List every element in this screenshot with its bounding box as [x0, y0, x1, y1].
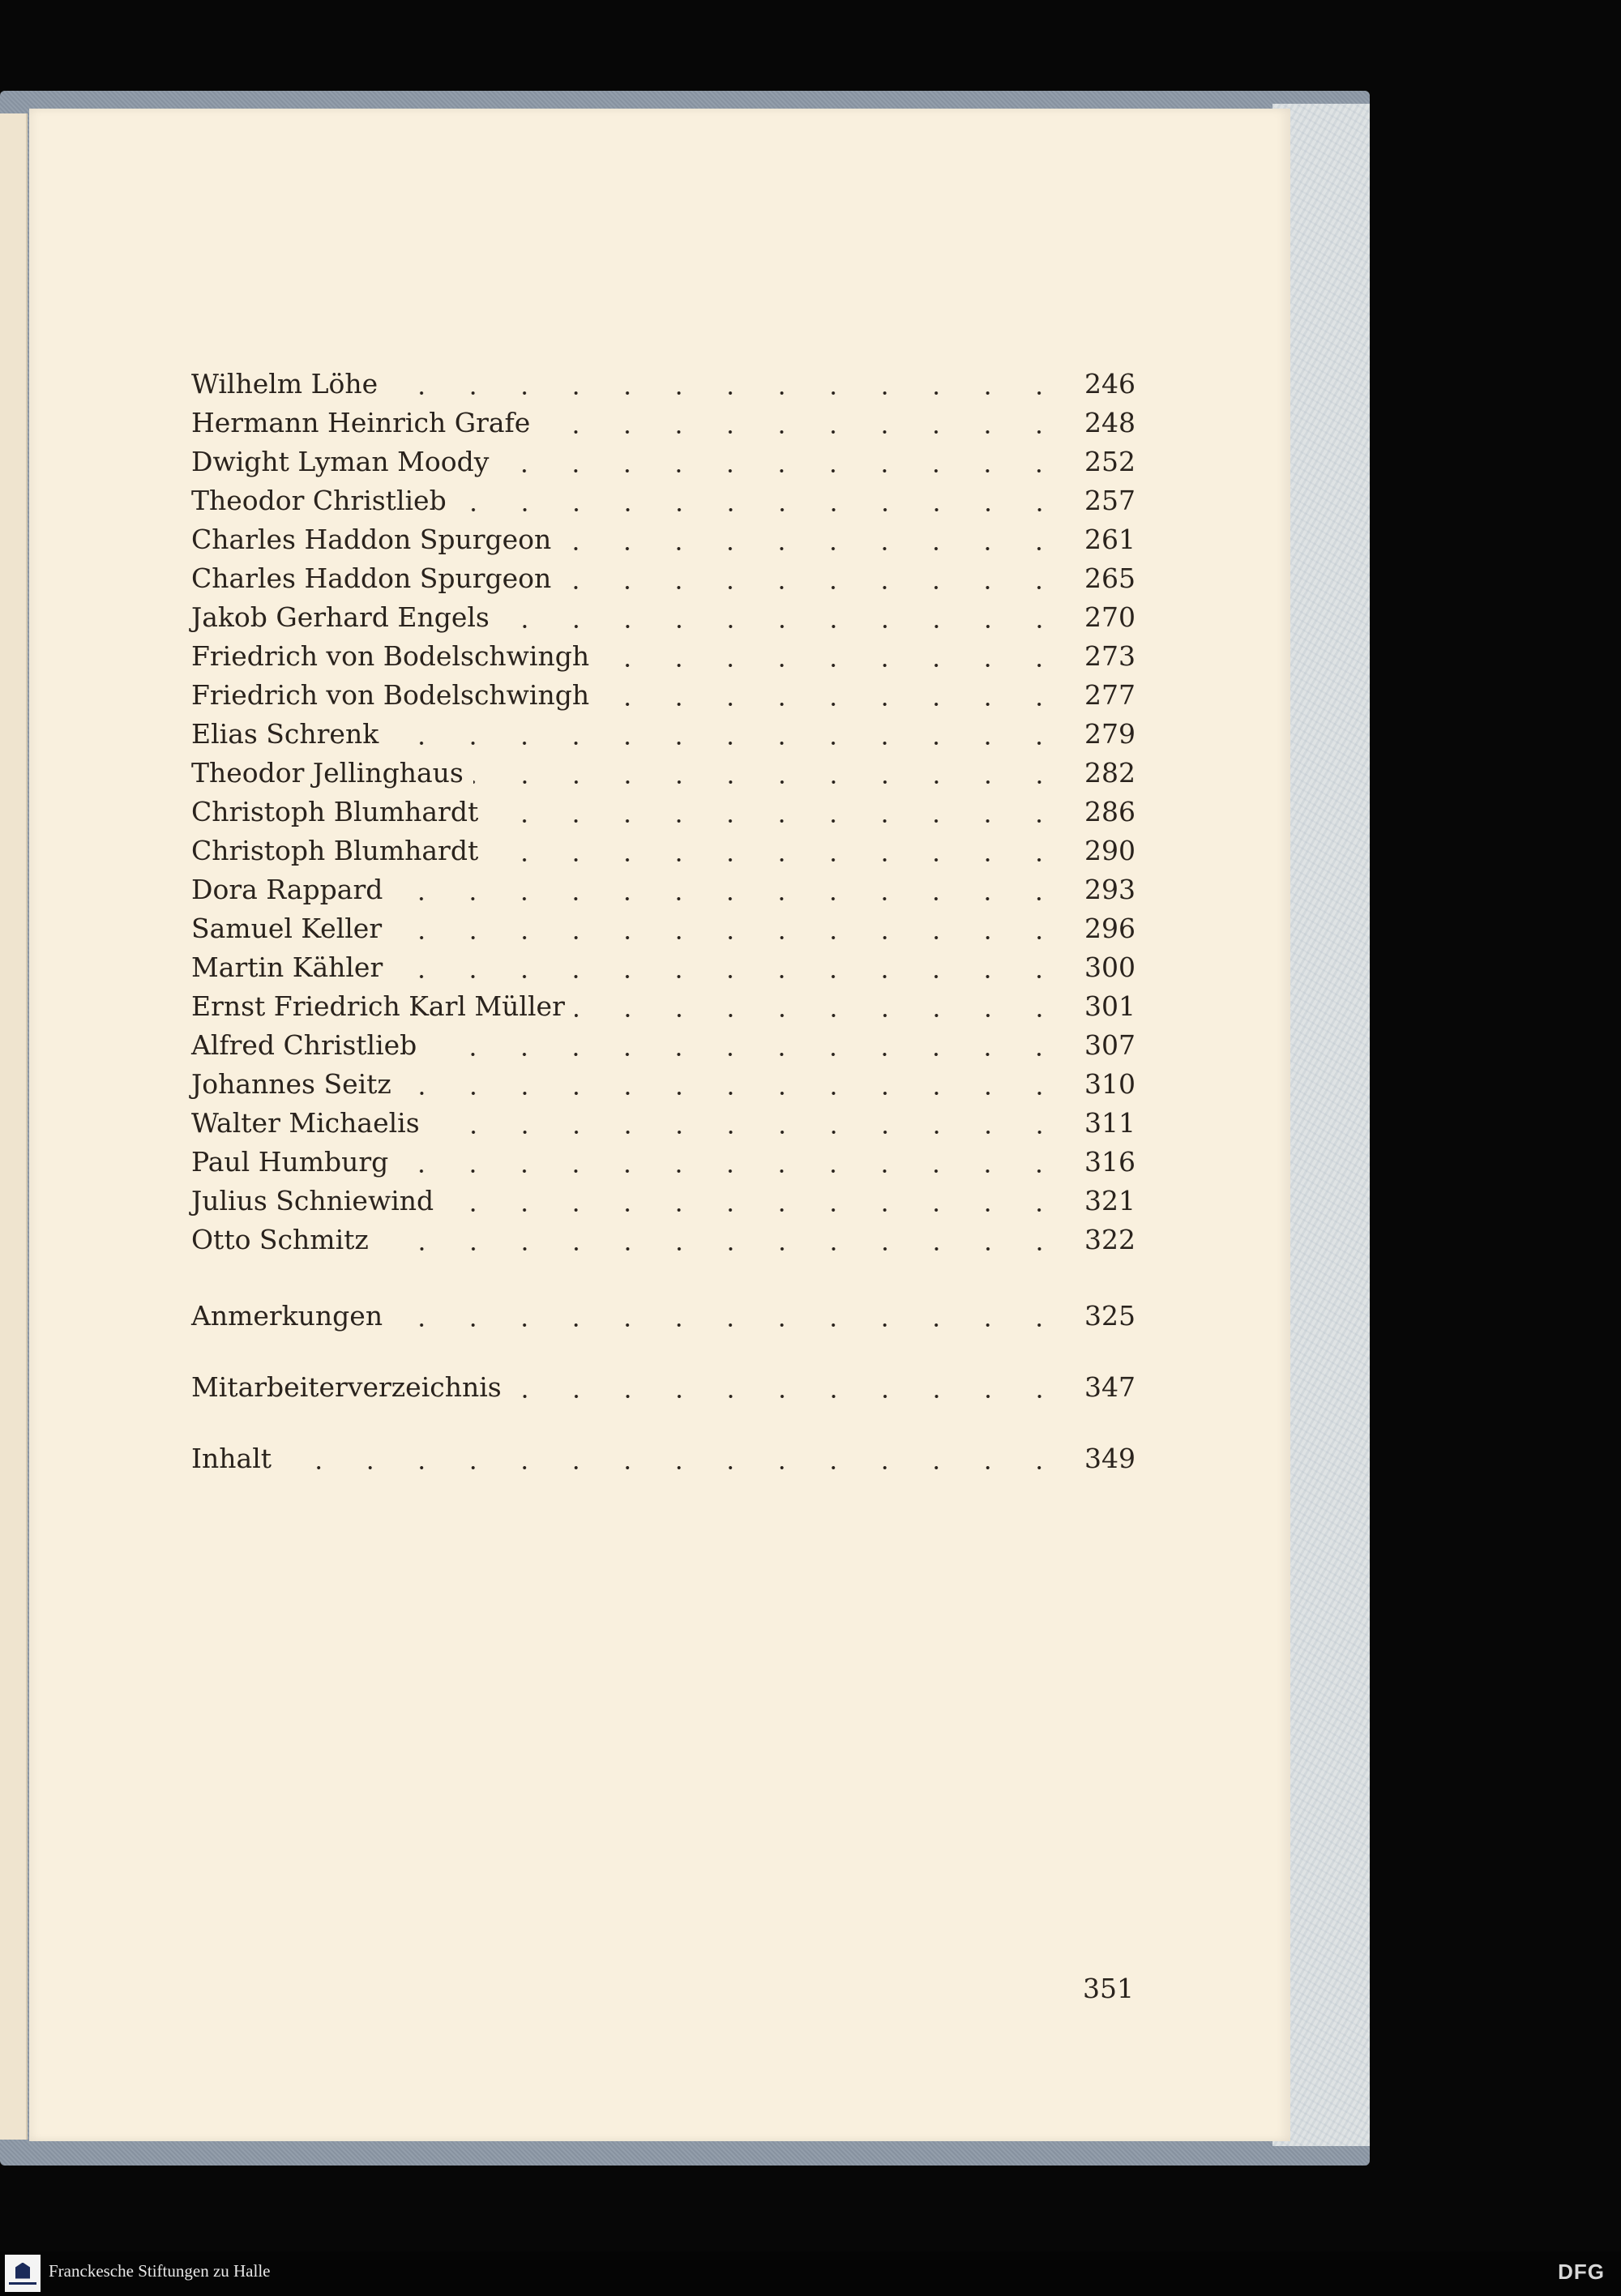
toc-entry	[191, 524, 1136, 562]
toc-entry-name: Hermann Heinrich Grafe	[191, 407, 531, 438]
toc-entry	[191, 1185, 1136, 1224]
logo-building-shape	[15, 2263, 30, 2279]
toc-entry-page: 301	[1084, 990, 1136, 1022]
toc-entry	[191, 1146, 1136, 1185]
dot-leader	[561, 545, 1065, 553]
toc-entry	[191, 1029, 1136, 1068]
toc-entry-name: Paul Humburg	[191, 1146, 389, 1178]
dot-leader	[599, 700, 1065, 708]
logo-underline	[9, 2282, 36, 2285]
toc-entry	[191, 990, 1136, 1029]
toc-entry	[191, 1224, 1136, 1263]
toc-entry-page: 321	[1084, 1185, 1136, 1216]
toc-entry-page: 311	[1084, 1107, 1136, 1139]
toc-entry-name: Dwight Lyman Moody	[191, 446, 490, 477]
dot-leader	[456, 506, 1065, 514]
dot-leader	[540, 428, 1065, 436]
book-page	[29, 109, 1290, 2141]
toc-entry	[191, 913, 1136, 951]
toc-entry	[191, 951, 1136, 990]
toc-entry-name: Elias Schrenk	[191, 718, 379, 750]
toc-entry	[191, 407, 1136, 446]
toc-entry-name: Charles Haddon Spurgeon	[191, 524, 552, 555]
dot-leader	[392, 973, 1065, 981]
dot-leader	[392, 1321, 1065, 1329]
toc-entry-page: 248	[1084, 407, 1136, 438]
toc-entry-page: 257	[1084, 485, 1136, 516]
toc-entry	[191, 874, 1136, 913]
toc-entry-page: 310	[1084, 1068, 1136, 1100]
toc-entry	[191, 640, 1136, 679]
toc-entry-name: Christoph Blumhardt	[191, 796, 479, 827]
toc-entry-page: 246	[1084, 368, 1136, 400]
toc-entry-name: Mitarbeiterverzeichnis	[191, 1371, 502, 1403]
dot-leader	[575, 1011, 1065, 1020]
toc-entry-page: 270	[1084, 601, 1136, 633]
dot-leader	[392, 895, 1065, 903]
toc-entry-name: Walter Michaelis	[191, 1107, 420, 1139]
toc-entry-page: 279	[1084, 718, 1136, 750]
toc-appendix-entry	[191, 1443, 1136, 1481]
dot-leader	[498, 467, 1065, 475]
toc-entry-page: 252	[1084, 446, 1136, 477]
institution-name: Franckesche Stiftungen zu Halle	[49, 2261, 271, 2281]
toc-entry-page: 325	[1084, 1300, 1136, 1332]
dot-leader	[511, 1392, 1065, 1400]
dot-leader	[391, 934, 1065, 942]
toc-entry-name: Friedrich von Bodelschwingh	[191, 679, 590, 711]
toc-entry-page: 282	[1084, 757, 1136, 789]
toc-entry-name: Christoph Blumhardt	[191, 835, 479, 866]
toc-entry	[191, 1107, 1136, 1146]
dot-leader	[379, 1245, 1065, 1253]
toc-entry-page: 307	[1084, 1029, 1136, 1061]
toc-entry	[191, 835, 1136, 874]
facing-page-edge	[0, 113, 28, 2140]
toc-entry-page: 261	[1084, 524, 1136, 555]
toc-entry	[191, 485, 1136, 524]
table-of-contents	[191, 368, 1136, 1481]
dfg-logo: DFG	[1558, 2260, 1605, 2284]
dot-leader	[398, 1167, 1065, 1175]
toc-entry-page: 290	[1084, 835, 1136, 866]
page-number: 351	[1083, 1973, 1134, 2004]
dot-leader	[387, 389, 1065, 397]
toc-entry-page: 277	[1084, 679, 1136, 711]
toc-entry	[191, 796, 1136, 835]
dot-leader	[430, 1128, 1065, 1136]
toc-entry-name: Samuel Keller	[191, 913, 383, 944]
toc-entry-page: 300	[1084, 951, 1136, 983]
toc-entry	[191, 718, 1136, 757]
toc-appendix-entry	[191, 1371, 1136, 1410]
toc-entry-name: Ernst Friedrich Karl Müller	[191, 990, 565, 1022]
dot-leader	[488, 817, 1065, 825]
toc-entry	[191, 1068, 1136, 1107]
dot-leader	[401, 1089, 1065, 1097]
toc-entry-page: 347	[1084, 1371, 1136, 1403]
dot-leader	[561, 584, 1065, 592]
dot-leader	[281, 1464, 1065, 1472]
toc-entry-page: 286	[1084, 796, 1136, 827]
toc-entry-name: Julius Schniewind	[191, 1185, 434, 1216]
toc-entry-name: Theodor Jellinghaus	[191, 757, 464, 789]
toc-entry-name: Jakob Gerhard Engels	[191, 601, 490, 633]
toc-entry	[191, 757, 1136, 796]
toc-entry-name: Alfred Christlieb	[191, 1029, 417, 1061]
toc-entry	[191, 679, 1136, 718]
toc-entry-name: Theodor Christlieb	[191, 485, 447, 516]
dot-leader	[473, 778, 1065, 786]
toc-entry-name: Johannes Seitz	[191, 1068, 391, 1100]
toc-entry-name: Charles Haddon Spurgeon	[191, 562, 552, 594]
dot-leader	[443, 1206, 1065, 1214]
toc-entry	[191, 446, 1136, 485]
dot-leader	[488, 856, 1065, 864]
toc-entry-page: 322	[1084, 1224, 1136, 1255]
toc-entry-name: Anmerkungen	[191, 1300, 383, 1332]
toc-appendix-entry	[191, 1300, 1136, 1339]
toc-entry-page: 293	[1084, 874, 1136, 905]
dot-leader	[599, 661, 1065, 669]
viewer-footer	[0, 2251, 1621, 2296]
toc-entry	[191, 601, 1136, 640]
toc-entry-name: Wilhelm Löhe	[191, 368, 379, 400]
toc-entry-page: 316	[1084, 1146, 1136, 1178]
dot-leader	[499, 622, 1065, 631]
toc-entry-name: Dora Rappard	[191, 874, 383, 905]
toc-entry	[191, 368, 1136, 407]
toc-entry-page: 349	[1084, 1443, 1136, 1474]
toc-entry-page: 296	[1084, 913, 1136, 944]
toc-entry-name: Martin Kähler	[191, 951, 383, 983]
toc-entry-page: 265	[1084, 562, 1136, 594]
francke-foundation-logo-icon	[5, 2255, 41, 2292]
toc-entry-name: Inhalt	[191, 1443, 272, 1474]
toc-entry	[191, 562, 1136, 601]
dot-leader	[426, 1050, 1065, 1058]
toc-entry-page: 273	[1084, 640, 1136, 672]
dot-leader	[388, 739, 1065, 747]
toc-entry-name: Otto Schmitz	[191, 1224, 369, 1255]
toc-entry-name: Friedrich von Bodelschwingh	[191, 640, 590, 672]
